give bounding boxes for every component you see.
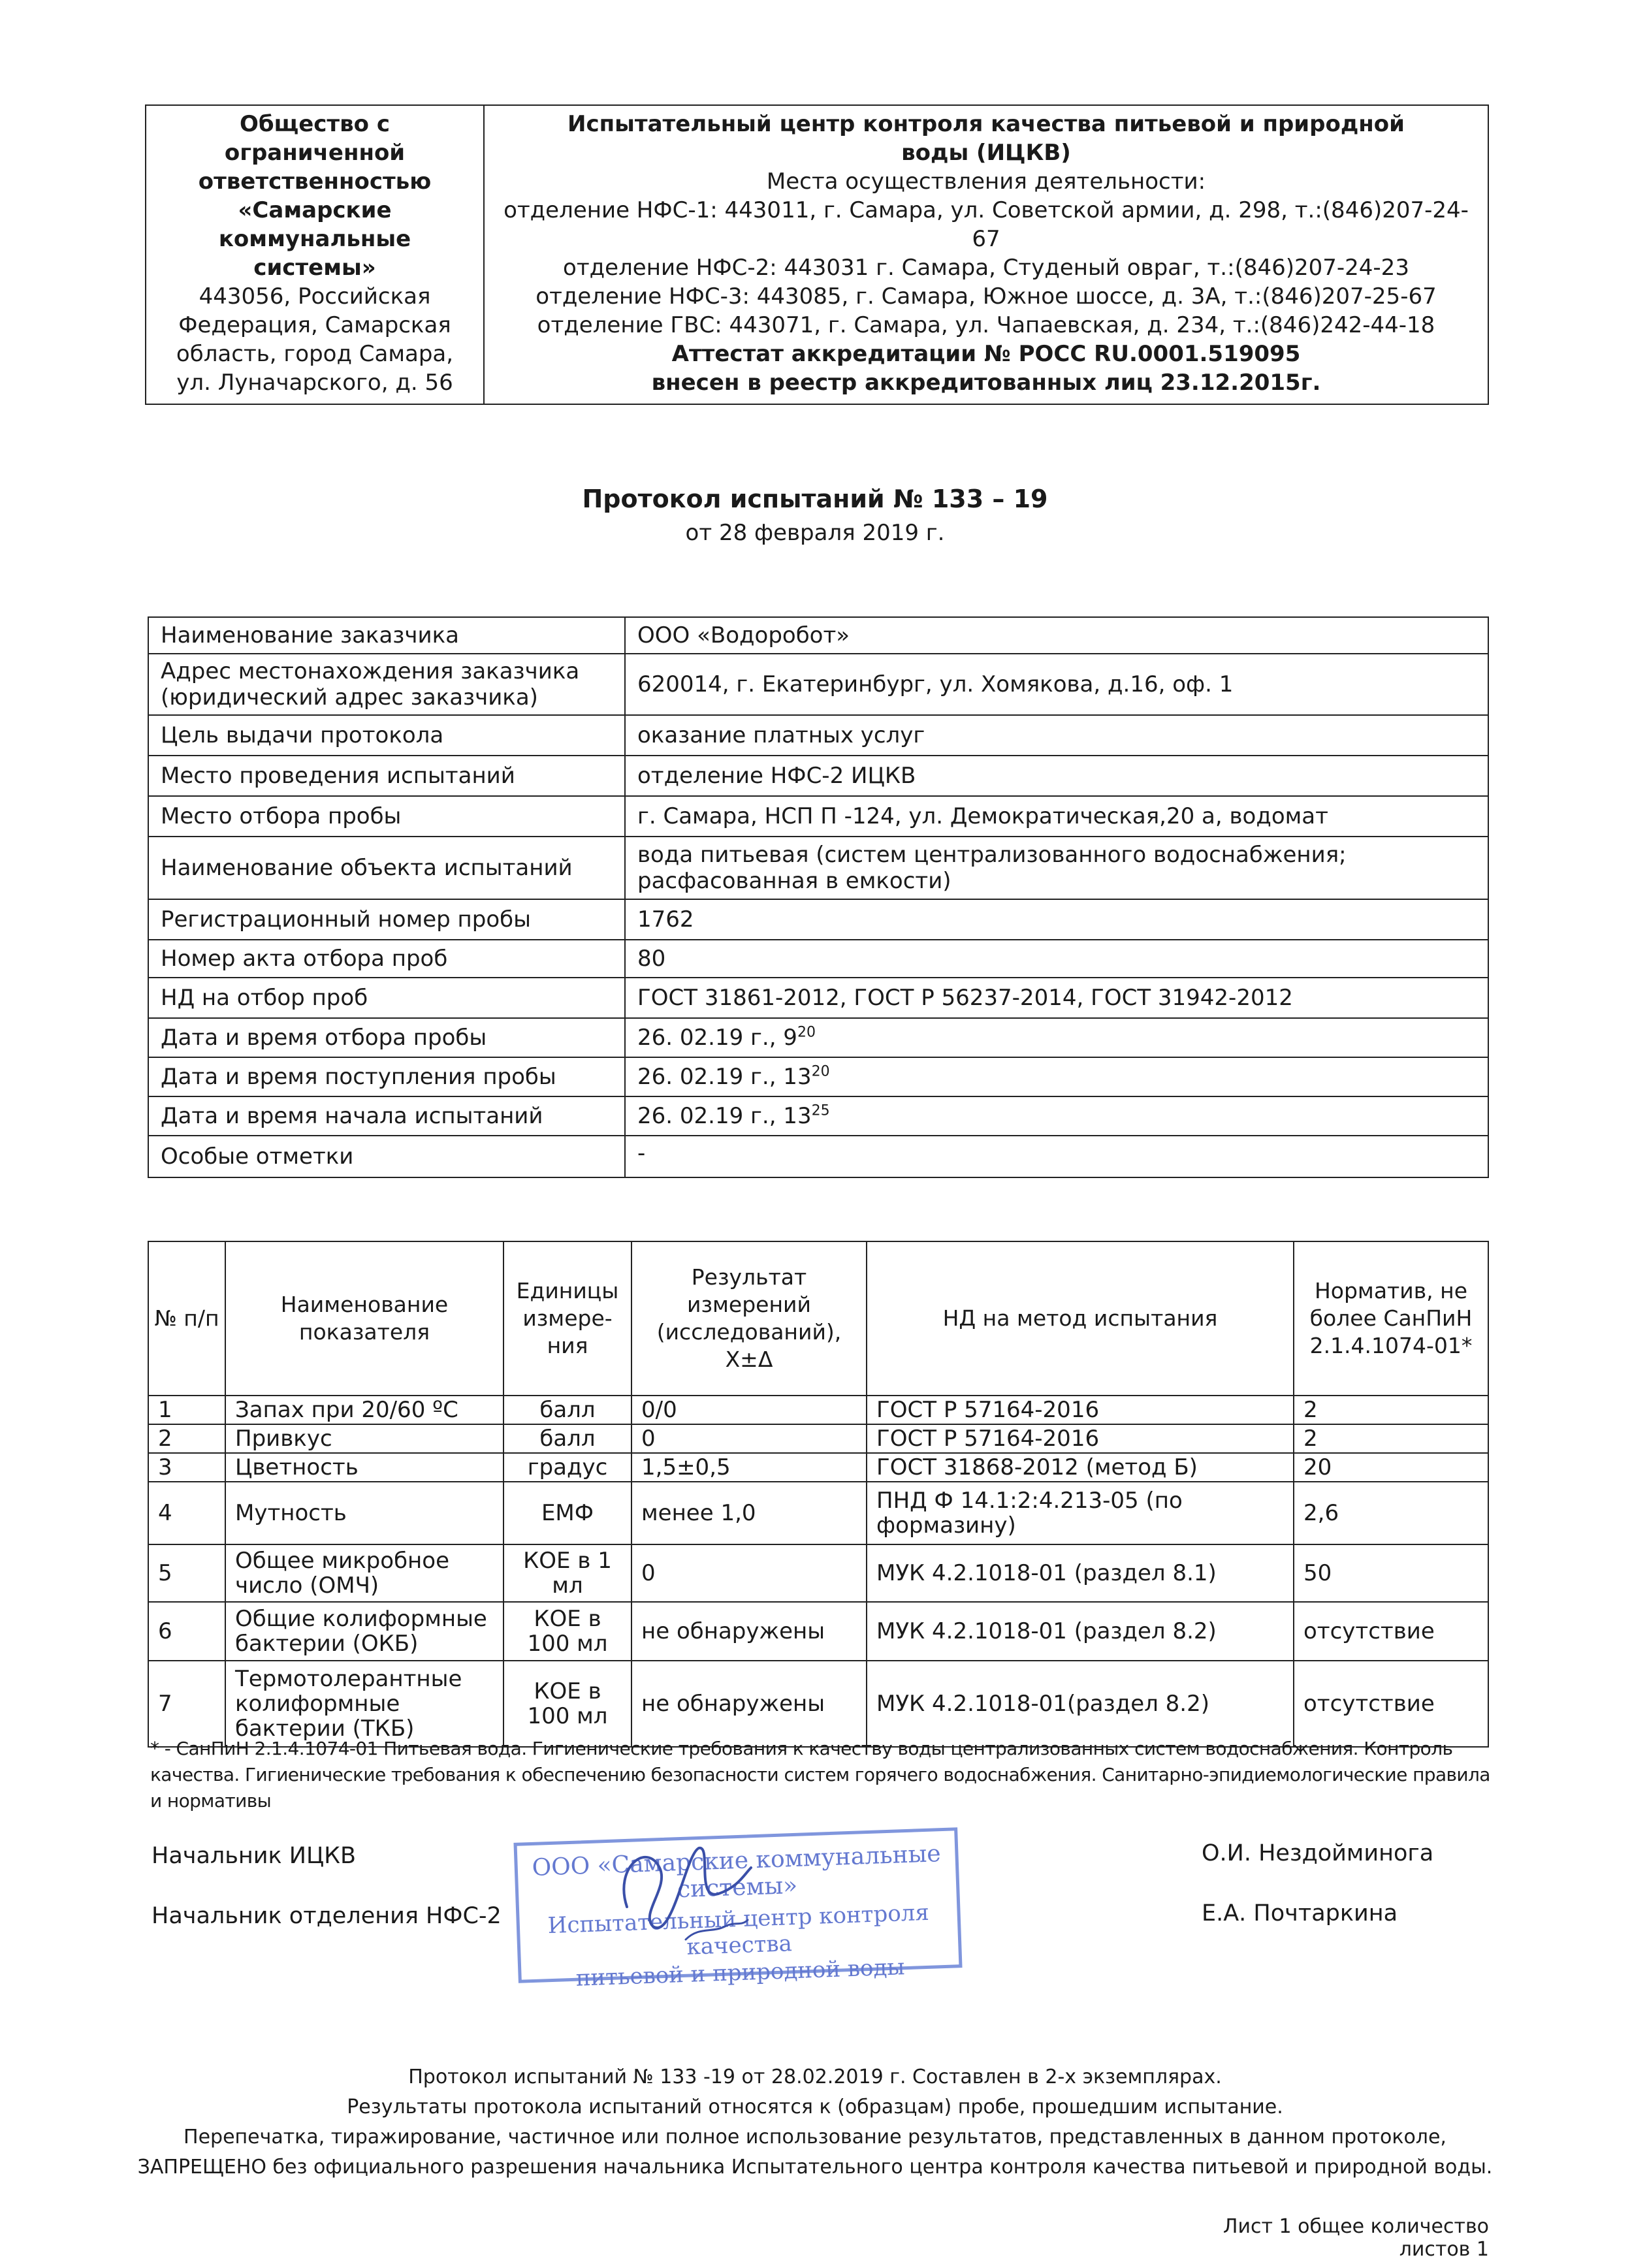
protocol-date: от 28 февраля 2019 г. (685, 520, 945, 546)
info-row: Цель выдачи протокола оказание платных услуг (148, 715, 1488, 756)
info-row: НД на отбор проб ГОСТ 31861-2012, ГОСТ Р 56237-2014, ГОСТ 31942-2012 (148, 978, 1488, 1018)
footer-line: Перепечатка, тиражирование, частичное или полное использование результатов, представленных в данном протоколе, (184, 2126, 1446, 2148)
org-cell (146, 105, 484, 404)
center-title: Испытательный центр контроля качества питьевой и природной (567, 111, 1405, 137)
info-row: Место проведения испытаний отделение НФС-2 ИЦКВ (148, 756, 1488, 796)
footnote: * - СанПиН 2.1.4.1074-01 Питьевая вода. Гигиенические требования к качеству воды централизованных систем водоснабжения. Контроль качества. Гигиенические требования к обеспечению безопасности систем горячего водоснабжения. Санитарно-эпидиемологические правила и нормативы (150, 1738, 1490, 1812)
protocol-title: Протокол испытаний № 133 – 19 (582, 485, 1048, 513)
places-label: Места осуществления деятельности: (766, 168, 1206, 195)
org-address: 443056, Российская Федерация, Самарская область, город Самара, ул. Луначарского, д. 56 (176, 283, 454, 396)
info-row: Дата и время начала испытаний 26. 02.19 г., $13^{25}$ (148, 1096, 1488, 1136)
results-header: № п/п Наименование показателя Единицы измере-ния Результат измерений (исследований), Х±Δ НД на метод испытания Норматив, не более СанПиН 2.1.4.1074-01* (148, 1241, 1488, 1396)
info-row: Дата и время поступления пробы 26. 02.19 г., $13^{20}$ (148, 1057, 1488, 1096)
signer-name-1: О.И. Нездойминога (1202, 1840, 1434, 1866)
table-row: 2 Привкус балл 0 ГОСТ Р 57164-2016 2 (148, 1424, 1488, 1453)
info-row: Наименование заказчика ООО «Водоробот» (148, 617, 1488, 654)
signer-name-2: Е.А. Почтаркина (1202, 1900, 1398, 1926)
info-row: Место отбора пробы г. Самара, НСП П -124, ул. Демократическая,20 а, водомат (148, 796, 1488, 837)
table-row: 1 Запах при 20/60 ºС балл 0/0 ГОСТ Р 57164-2016 2 (148, 1396, 1488, 1424)
branch-line: отделение НФС-2: 443031 г. Самара, Студеный овраг, т.:(846)207-24-23 (563, 255, 1409, 281)
info-row: Адрес местонахождения заказчика (юридический адрес заказчика) 620014, г. Екатеринбург, ул. Хомякова, д.16, оф. 1 (148, 654, 1488, 715)
info-table (148, 616, 1489, 1178)
org-name: Общество с ограниченной ответственностью «Самарские коммунальные системы» (198, 111, 432, 281)
accreditation: Аттестат аккредитации № РОСС RU.0001.519095 (671, 341, 1301, 367)
handwritten-signature (588, 1829, 758, 1959)
center-cell (484, 105, 1488, 404)
footer-line: Протокол испытаний № 133 -19 от 28.02.2019 г. Составлен в 2-х экземплярах. (408, 2066, 1222, 2088)
table-row: 7 Термотолерантные колиформные бактерии (ТКБ) КОЕ в 100 мл не обнаружены МУК 4.2.1018-01(раздел 8.2) отсутствие (148, 1661, 1488, 1747)
accreditation-registry: внесен в реестр аккредитованных лиц 23.12.2015г. (651, 370, 1321, 396)
signer-role-2: Начальник отделения НФС-2 (152, 1903, 502, 1929)
info-row: Особые отметки - (148, 1136, 1488, 1177)
info-row: Регистрационный номер пробы 1762 (148, 899, 1488, 940)
info-row: Дата и время отбора пробы 26. 02.19 г., $9^{20}$ (148, 1018, 1488, 1057)
table-row: 5 Общее микробное число (ОМЧ) КОЕ в 1 мл 0 МУК 4.2.1018-01 (раздел 8.1) 50 (148, 1544, 1488, 1602)
results-table (148, 1241, 1489, 1748)
organization-stamp: ООО «Самарские коммунальные системы» Испытательный центр контроля качества питьевой и природной воды (513, 1827, 962, 1983)
table-row: 6 Общие колиформные бактерии (ОКБ) КОЕ в 100 мл не обнаружены МУК 4.2.1018-01 (раздел 8.2) отсутствие (148, 1602, 1488, 1661)
table-row: 3 Цветность градус 1,5±0,5 ГОСТ 31868-2012 (метод Б) 20 (148, 1453, 1488, 1482)
table-row: 4 Мутность ЕМФ менее 1,0 ПНД Ф 14.1:2:4.213-05 (по формазину) 2,6 (148, 1482, 1488, 1544)
center-title-2: воды (ИЦКВ) (901, 140, 1071, 166)
branch-line: отделение НФС-1: 443011, г. Самара, ул. Советской армии, д. 298, т.:(846)207-24-67 (503, 197, 1469, 252)
signer-role-1: Начальник ИЦКВ (152, 1843, 357, 1869)
footer-line: Результаты протокола испытаний относятся к (образцам) пробе, прошедшим испытание. (347, 2096, 1283, 2118)
sheet-count: Лист 1 общее количество листов 1 (1222, 2215, 1489, 2261)
branch-line: отделение ГВС: 443071, г. Самара, ул. Чапаевская, д. 234, т.:(846)242-44-18 (537, 312, 1435, 338)
info-row: Номер акта отбора проб 80 (148, 940, 1488, 978)
header-table (145, 104, 1489, 405)
branch-line: отделение НФС-3: 443085, г. Самара, Южное шоссе, д. 3А, т.:(846)207-25-67 (535, 283, 1437, 310)
info-row: Наименование объекта испытаний вода питьевая (систем централизованного водоснабжения; расфасованная в емкости) (148, 837, 1488, 899)
footer-line: ЗАПРЕЩЕНО без официального разрешения начальника Испытательного центра контроля качества питьевой и природной воды. (137, 2156, 1493, 2179)
